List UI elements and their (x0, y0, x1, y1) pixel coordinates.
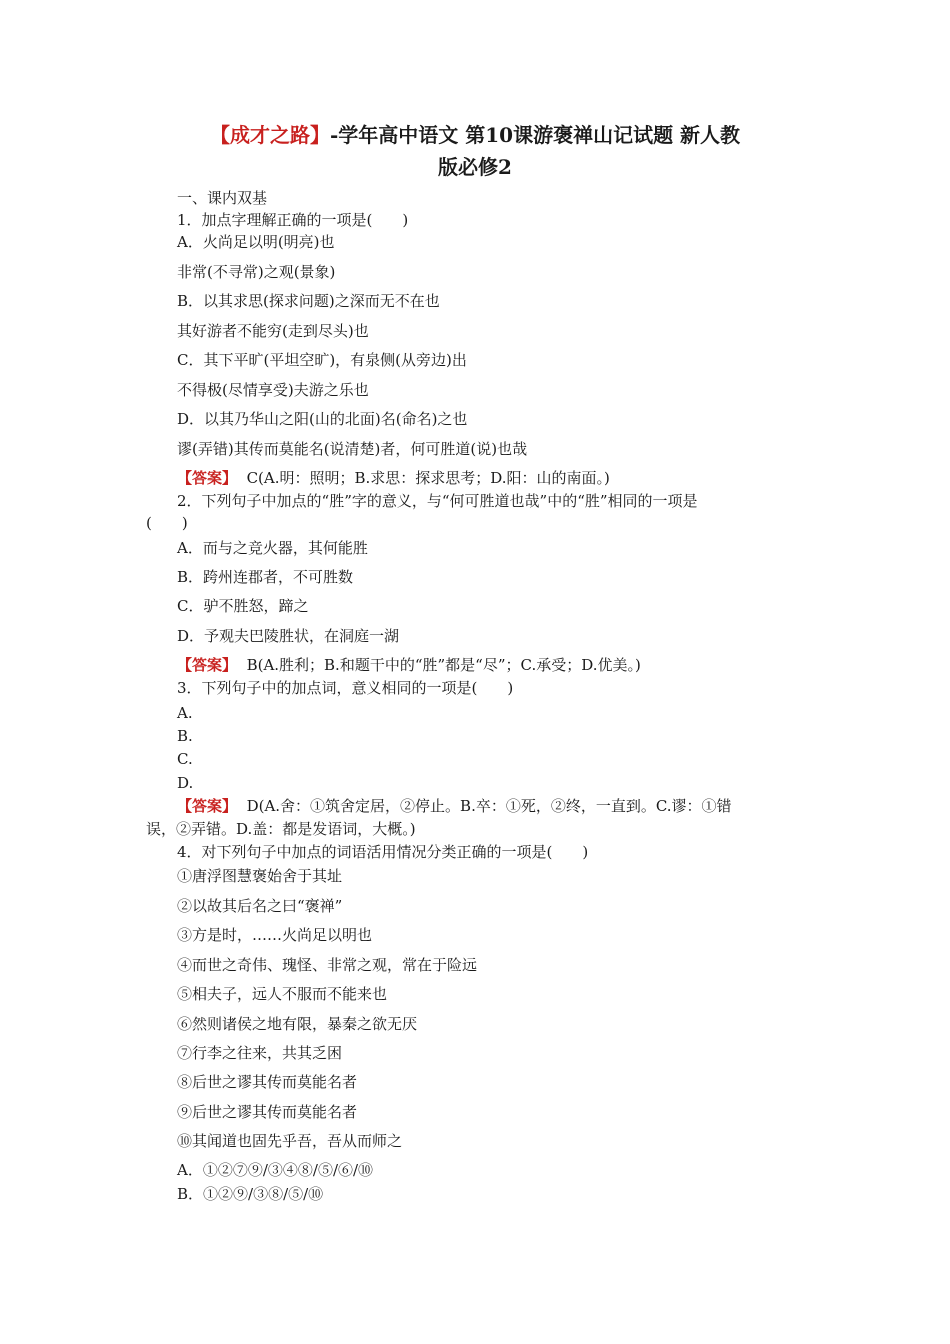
q1-option-c-2: 不得极(尽情享受)夫游之乐也 (177, 381, 369, 399)
q3-answer-text: D(A.舍：①筑舍定居，②停止。B.卒：①死，②终，一直到。C.谬：①错 (246, 797, 732, 815)
q4-item: ⑦行李之往来，共其乏困 (177, 1044, 343, 1062)
title-bracket-close: 】 (309, 123, 330, 147)
q4-option-b: B．①②⑨/③⑧/⑤/⑩ (177, 1185, 324, 1203)
q4-item: ②以故其后名之曰“褒禅” (177, 897, 343, 915)
q3-option-d: D. (177, 774, 194, 792)
q2-option-b: B．跨州连郡者，不可胜数 (177, 568, 354, 586)
q4-item: ⑧后世之谬其传而莫能名者 (177, 1073, 358, 1091)
q3-answer-2: 误，②弄错。D.盖：都是发语词，大概。) (146, 820, 416, 838)
q4-item: ③方是时，……火尚足以明也 (177, 926, 373, 944)
q1-option-a: A．火尚足以明(明亮)也 (177, 233, 335, 251)
q2-answer (177, 655, 641, 675)
q3-answer (177, 796, 732, 816)
q4-stem: 4．对下列句子中加点的词语活用情况分类正确的一项是( ) (177, 843, 589, 861)
q2-option-c: C．驴不胜怒，蹄之 (177, 597, 309, 615)
title-text: -学年高中语文 第10课游褒禅山记试题 新人教 (329, 123, 741, 147)
q2-stem: 2．下列句子中加点的“胜”字的意义，与“何可胜道也哉”中的“胜”相同的一项是 (177, 492, 698, 510)
q3-stem: 3．下列句子中的加点词，意义相同的一项是( ) (177, 679, 514, 697)
q1-option-d: D．以其乃华山之阳(山的北面)名(命名)之也 (177, 410, 468, 428)
q1-option-a-2: 非常(不寻常)之观(景象) (177, 263, 336, 281)
answer-label: 【答案】 (177, 797, 238, 815)
page-title-line-1 (120, 120, 830, 150)
section-heading: 一、课内双基 (177, 189, 268, 207)
q1-option-b-2: 其好游者不能穷(走到尽头)也 (177, 322, 369, 340)
q2-answer-text: B(A.胜利；B.和题干中的“胜”都是“尽”；C.承受；D.优美。) (246, 656, 641, 674)
q4-item: ⑨后世之谬其传而莫能名者 (177, 1103, 358, 1121)
q2-stem-2: ( ) (146, 514, 188, 532)
q3-option-a: A. (177, 704, 193, 722)
q1-option-d-2: 谬(弄错)其传而莫能名(说清楚)者，何可胜道(说)也哉 (177, 440, 528, 458)
q4-item: ①唐浮图慧褒始舍于其址 (177, 867, 343, 885)
answer-label: 【答案】 (177, 656, 238, 674)
q1-stem: 1．加点字理解正确的一项是( ) (177, 211, 409, 229)
q2-option-a: A．而与之竞火器，其何能胜 (177, 539, 368, 557)
q4-item: ⑤相夫子，远人不服而不能来也 (177, 985, 388, 1003)
q1-option-c: C．其下平旷(平坦空旷)，有泉侧(从旁边)出 (177, 351, 467, 369)
page-title-line-2: 版必修2 (438, 155, 512, 179)
q3-option-b: B. (177, 727, 193, 745)
q4-item: ⑥然则诸侯之地有限，暴秦之欲无厌 (177, 1015, 418, 1033)
q4-item: ④而世之奇伟、瑰怪、非常之观，常在于险远 (177, 956, 478, 974)
q3-option-c: C. (177, 750, 193, 768)
title-bracket-open: 【 (209, 123, 230, 147)
q1-answer (177, 468, 610, 488)
q4-option-a: A．①②⑦⑨/③④⑧/⑤/⑥/⑩ (177, 1161, 374, 1179)
q2-option-d: D．予观夫巴陵胜状，在洞庭一湖 (177, 627, 400, 645)
q1-option-b: B．以其求思(探求问题)之深而无不在也 (177, 292, 440, 310)
answer-label: 【答案】 (177, 469, 238, 487)
q4-item: ⑩其闻道也固先乎吾，吾从而师之 (177, 1132, 403, 1150)
q1-answer-text: C(A.明：照明；B.求思：探求思考；D.阳：山的南面。) (246, 469, 610, 487)
title-series: 成才之路 (229, 123, 310, 147)
